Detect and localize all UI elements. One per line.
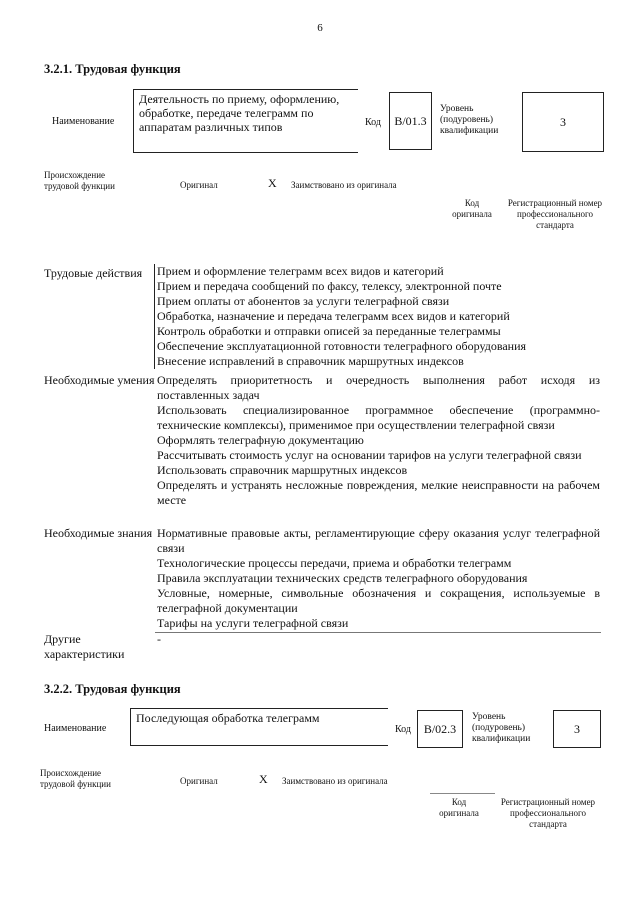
code-original-line [430,793,495,794]
code-value: B/02.3 [417,710,463,748]
code-original-label: Код оригинала [452,198,492,219]
code-label: Код [365,117,381,128]
level-label: Уровень (подуровень) квалификации [440,104,499,136]
knowledge-list [155,526,600,631]
original-label: Оригинал [180,776,218,786]
action-item: Прием и оформление телеграмм всех видов и категорий [157,264,444,278]
section-title: 3.2.2. Трудовая функция [44,682,181,696]
actions-label: Трудовые действия [44,266,143,280]
code-value: B/01.3 [389,92,432,150]
knowledge-item: Тарифы на услуги телеграфной связи [157,616,349,630]
section-title: 3.2.1. Трудовая функция [44,62,181,76]
skill-item: Определять и устранять несложные повреждения, мелкие неисправности на рабочем месте [157,478,600,507]
level-value: 3 [553,710,601,748]
original-x-mark: X [268,176,277,190]
origin-label: Происхождение трудовой функции [40,768,111,789]
borrowed-label: Заимствовано из оригинала [291,180,397,190]
other-label: Другие характеристики [44,632,125,661]
actions-list [155,264,600,369]
knowledge-label: Необходимые знания [44,526,153,540]
skill-item: Оформлять телеграфную документацию [157,433,364,447]
action-item: Обеспечение эксплуатационной готовности телеграфного оборудования [157,339,527,353]
knowledge-item: Нормативные правовые акты, регламентирующие сферу оказания услуг телеграфной связи [157,526,600,555]
action-item: Прием оплаты от абонентов за услуги телеграфной связи [157,294,450,308]
skills-list [155,373,600,508]
function-name: Деятельность по приему, оформлению, обработке, передаче телеграмм по аппаратам различных типов [133,89,358,153]
original-label: Оригинал [180,180,218,190]
action-item: Прием и передача сообщений по факсу, телексу, электронной почте [157,279,502,293]
knowledge-item: Правила эксплуатации технических средств телеграфного оборудования [157,571,528,585]
code-original-label: Код оригинала [439,797,479,818]
borrowed-label: Заимствовано из оригинала [282,776,388,786]
reg-number-label: Регистрационный номер профессионального стандарта [507,198,603,230]
skill-item: Использовать специализированное программное обеспечение (программно-технические комплексы), применимое при осуществлении телеграфной связи [157,403,600,432]
skill-item: Определять приоритетность и очередность выполнения работ исходя из поставленных задач [157,373,600,402]
original-x-mark: X [259,772,268,786]
other-value: - [157,632,161,646]
origin-label: Происхождение трудовой функции [44,170,115,191]
level-label: Уровень (подуровень) квалификации [472,712,531,744]
table-bottom-line [155,632,601,633]
skill-item: Использовать справочник маршрутных индексов [157,463,408,477]
action-item: Обработка, назначение и передача телеграмм всех видов и категорий [157,309,510,323]
skills-label: Необходимые умения [44,373,155,387]
code-label: Код [395,724,411,735]
action-item: Внесение исправлений в справочник маршрутных индексов [157,354,464,368]
action-item: Контроль обработки и отправки описей за переданные телеграммы [157,324,501,338]
name-label: Наименование [44,723,107,734]
name-label: Наименование [52,116,115,127]
page-number: 6 [317,22,323,34]
function-name: Последующая обработка телеграмм [130,708,388,746]
skill-item: Рассчитывать стоимость услуг на основании тарифов на услуги телеграфной связи [157,448,582,462]
knowledge-item: Технологические процессы передачи, приема и обработки телеграмм [157,556,512,570]
knowledge-item: Условные, номерные, символьные обозначения и сокращения, используемые в телеграфной документации [157,586,600,615]
level-value: 3 [522,92,604,152]
reg-number-label: Регистрационный номер профессионального стандарта [500,797,596,829]
